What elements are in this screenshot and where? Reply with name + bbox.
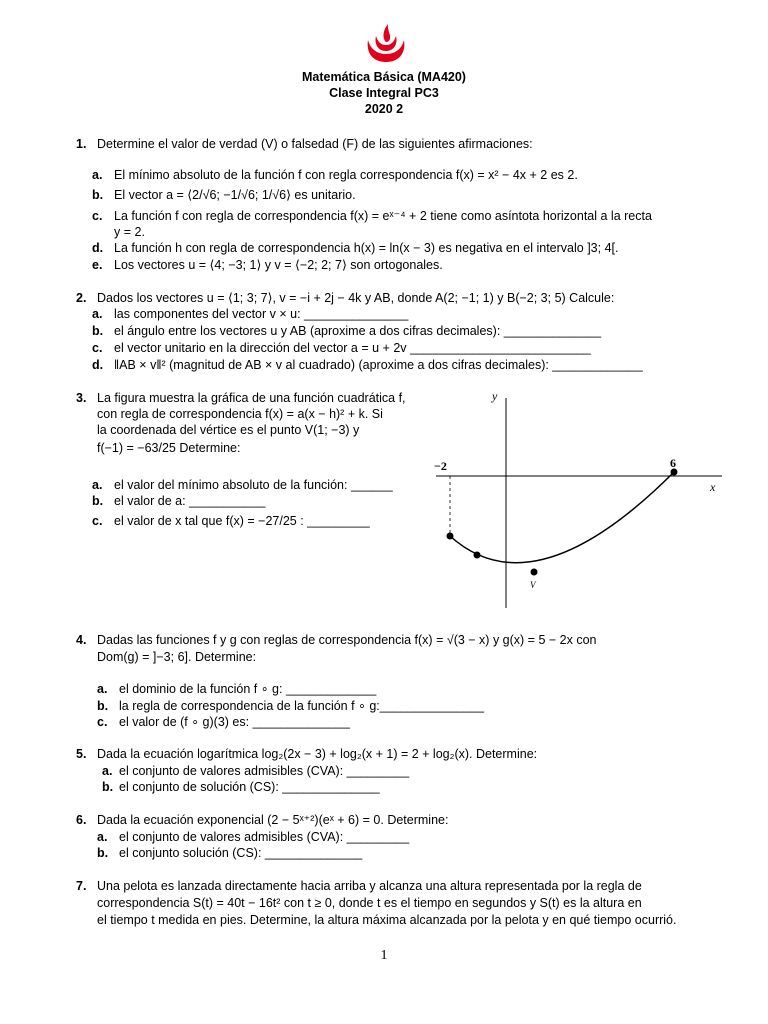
q1-label-d: d.: [92, 241, 104, 255]
q5-item-b: el conjunto de solución (CS): ______________: [119, 780, 380, 794]
question-7-line3: el tiempo t medida en pies. Determine, la altura máxima alcanzada por la pelota y en qué tiempo ocurrió.: [97, 913, 677, 927]
q2-item-a: las componentes del vector v × u: _______________: [114, 307, 409, 321]
point-minus-one: [474, 552, 481, 559]
q4-label-a: a.: [97, 682, 108, 696]
q1-item-a: El mínimo absoluto de la función f con regla correspondencia f(x) = x² − 4x + 2 es 2.: [114, 168, 578, 182]
q2-item-b: el ángulo entre los vectores u y AB (aproxime a dos cifras decimales): ______________: [114, 324, 602, 338]
question-7-number: 7.: [76, 879, 87, 893]
q3-item-a: el valor del mínimo absoluto de la función: ______: [114, 478, 393, 492]
q4-label-b: b.: [97, 699, 109, 713]
q4-label-c: c.: [97, 715, 108, 729]
q5-label-a: a.: [102, 764, 113, 778]
question-3-number: 3.: [76, 391, 87, 405]
question-3-line3: la coordenada del vértice es el punto V(1; −3) y: [97, 423, 360, 437]
point-vertex: [531, 569, 538, 576]
question-7-line1: Una pelota es lanzada directamente hacia arriba y alcanza una altura representada por la regla de: [97, 879, 642, 893]
vertex-label: V: [530, 580, 536, 590]
q3-item-b: el valor de a: ___________: [114, 494, 266, 508]
question-4-line2: Dom(g) = ]−3; 6]. Determine:: [97, 650, 257, 664]
question-3-line2: con regla de correspondencia f(x) = a(x − h)² + k. Si: [97, 407, 383, 421]
q3-label-c: c.: [92, 514, 103, 528]
q3-label-a: a.: [92, 478, 103, 492]
page-number: 1: [380, 948, 388, 963]
session-title: Clase Integral PC3: [329, 86, 439, 100]
q6-item-a: el conjunto de valores admisibles (CVA): _________: [119, 830, 410, 844]
question-4-line1: Dadas las funciones f y g con reglas de correspondencia f(x) = √(3 − x) y g(x) = 5 − 2x con: [97, 633, 597, 647]
period-title: 2020 2: [364, 102, 404, 116]
question-3-line4: f(−1) = −63/25 Determine:: [97, 441, 241, 455]
x-axis-label: x: [710, 480, 716, 494]
q1-label-a: a.: [92, 168, 103, 182]
left-mark-label: −2: [434, 459, 447, 473]
question-4-number: 4.: [76, 633, 87, 647]
q1-item-c-line2: y = 2.: [114, 225, 145, 239]
q4-item-a: el dominio de la función f ∘ g: _____________: [119, 682, 377, 696]
question-6-stem: Dada la ecuación exponencial (2 − 5ˣ⁺²)(eˣ + 6) = 0. Determine:: [97, 813, 449, 827]
q5-item-a: el conjunto de valores admisibles (CVA): _________: [119, 764, 410, 778]
question-5-number: 5.: [76, 747, 87, 761]
right-mark-label: 6: [670, 456, 676, 470]
q1-item-c-line1: La función f con regla de correspondencia f(x) = eˣ⁻⁴ + 2 tiene como asíntota horizontal a la recta: [114, 209, 652, 223]
question-1-stem: Determine el valor de verdad (V) o falsedad (F) de las siguientes afirmaciones:: [97, 137, 533, 151]
q6-label-b: b.: [97, 846, 109, 860]
q3-item-c: el valor de x tal que f(x) = −27/25 : _________: [114, 514, 370, 528]
y-axis-label: y: [492, 389, 498, 403]
question-2-stem: Dados los vectores u = ⟨1; 3; 7⟩, v = −i + 2j − 4k y AB, donde A(2; −1; 1) y B(−2; 3; 5) Calcule:: [97, 291, 615, 305]
q5-label-b: b.: [102, 780, 114, 794]
question-5-stem: Dada la ecuación logarítmica log₂(2x − 3) + log₂(x + 1) = 2 + log₂(x). Determine:: [97, 747, 538, 761]
q2-label-d: d.: [92, 358, 104, 372]
q3-label-b: b.: [92, 494, 104, 508]
parabola-graph: [426, 384, 730, 612]
q1-item-b: El vector a = ⟨2/√6; −1/√6; 1/√6⟩ es unitario.: [114, 188, 356, 202]
q6-label-a: a.: [97, 830, 108, 844]
q1-item-d: La función h con regla de correspondencia h(x) = ln(x − 3) es negativa en el intervalo ]3; 4[.: [114, 241, 619, 255]
q1-label-c: c.: [92, 209, 103, 223]
q6-item-b: el conjunto solución (CS): ______________: [119, 846, 363, 860]
university-logo: [364, 22, 408, 64]
q2-item-d: ‖AB × v‖² (magnitud de AB × v al cuadrado) (aproxime a dos cifras decimales): _____________: [114, 358, 643, 372]
course-title: Matemática Básica (MA420): [302, 70, 466, 84]
question-7-line2: correspondencia S(t) = 40t − 16t² con t ≥ 0, donde t es el tiempo en segundos y S(t) es la altura en: [97, 896, 642, 910]
question-3-line1: La figura muestra la gráfica de una función cuadrática f,: [97, 391, 406, 405]
parabola-curve: [450, 472, 674, 563]
question-1-number: 1.: [76, 137, 87, 151]
question-6-number: 6.: [76, 813, 87, 827]
question-2-number: 2.: [76, 291, 87, 305]
q2-label-c: c.: [92, 341, 103, 355]
q1-label-e: e.: [92, 258, 103, 272]
q2-label-b: b.: [92, 324, 104, 338]
q4-item-c: el valor de (f ∘ g)(3) es: ______________: [119, 715, 350, 729]
q2-item-c: el vector unitario en la dirección del vector a = u + 2v __________________________: [114, 341, 591, 355]
q1-item-e: Los vectores u = ⟨4; −3; 1⟩ y v = ⟨−2; 2; 7⟩ son ortogonales.: [114, 258, 443, 272]
q2-label-a: a.: [92, 307, 103, 321]
q1-label-b: b.: [92, 188, 104, 202]
point-left-end: [447, 533, 454, 540]
q4-item-b: la regla de correspondencia de la función f ∘ g:_______________: [119, 699, 485, 713]
